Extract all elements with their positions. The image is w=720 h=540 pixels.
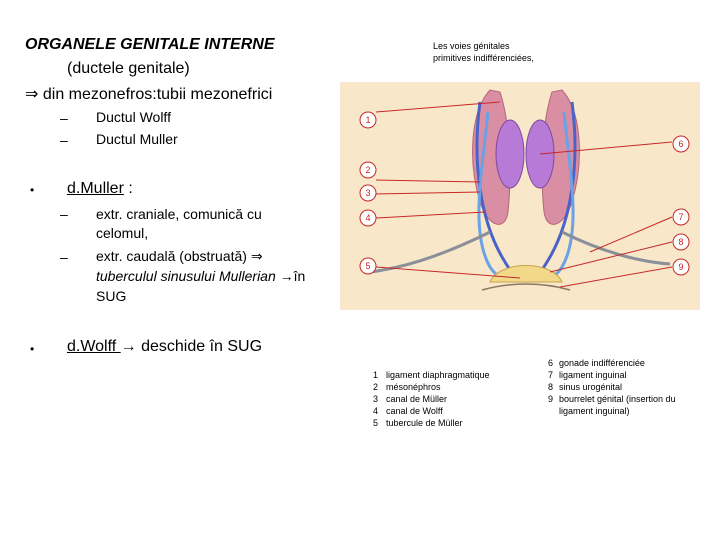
legend-num-4: 4 — [372, 406, 378, 416]
legend-text-9-cont: ligament inguinal) — [559, 406, 630, 416]
bullet-muller: • — [30, 183, 35, 197]
figure-caption-line1: Les voies génitales — [433, 41, 510, 51]
muller-item-2-line3: SUG — [96, 288, 127, 304]
origin-arrow: ⇒ — [25, 86, 39, 103]
genital-ducts-diagram — [340, 82, 700, 310]
legend-row-4 — [368, 405, 490, 417]
legend-text-3: canal de Müller — [386, 394, 448, 404]
wolff-heading-term: d.Wolff — [67, 338, 121, 355]
callout-number-9: 9 — [678, 262, 684, 272]
muller-heading-term: d.Muller — [67, 180, 124, 197]
legend-num-5: 5 — [372, 418, 378, 428]
legend-num-spacer — [543, 405, 553, 417]
callout-number-5: 5 — [365, 261, 371, 271]
origin-line — [25, 84, 272, 104]
dash-item-wolff: Ductul Wolff — [96, 109, 171, 125]
callout-number-2: 2 — [365, 165, 371, 175]
slide-title: ORGANELE GENITALE INTERNE — [25, 36, 275, 53]
muller-heading — [67, 180, 133, 198]
callout-number-4: 4 — [365, 213, 371, 223]
muller-item-1-line1: extr. craniale, comunică cu — [96, 206, 262, 222]
dash-1: – — [60, 110, 68, 126]
legend-left — [368, 369, 490, 429]
legend-text-4: canal de Wolff — [386, 406, 443, 416]
legend-row-9-cont — [543, 405, 676, 417]
slide-subtitle: (ductele genitale) — [67, 60, 190, 77]
wolff-rest: deschide în SUG — [136, 338, 263, 355]
muller-tubercle-text: tuberculul sinusului Mullerian — [96, 268, 276, 284]
legend-row-8 — [543, 381, 676, 393]
left-gonad — [496, 120, 524, 188]
callout-number-8: 8 — [678, 237, 684, 247]
legend-text-6: gonade indifférenciée — [559, 358, 645, 368]
wolff-line — [67, 338, 262, 356]
muller-item-2-line2 — [96, 268, 305, 284]
legend-row-5 — [368, 417, 490, 429]
muller-item-2-arrow: → — [279, 268, 294, 284]
legend-row-2 — [368, 381, 490, 393]
origin-text: din mezonefros:tubii mezonefrici — [42, 86, 273, 103]
legend-num-6: 6 — [547, 358, 553, 368]
callout-number-1: 1 — [365, 115, 371, 125]
muller-item-2-rest: în — [293, 268, 306, 284]
callout-number-3: 3 — [365, 188, 371, 198]
legend-row-6 — [543, 357, 676, 369]
wolff-arrow: → — [120, 338, 137, 355]
legend-row-7 — [543, 369, 676, 381]
muller-dash-2: – — [60, 249, 68, 265]
muller-item-2-line1: extr. caudală (obstruată) ⇒ — [96, 248, 263, 264]
muller-heading-suffix: : — [123, 180, 133, 197]
legend-text-5: tubercule de Müller — [386, 418, 463, 428]
muller-dash-1: – — [60, 206, 68, 222]
legend-num-7: 7 — [547, 370, 553, 380]
legend-text-2: mésonéphros — [386, 382, 441, 392]
legend-text-7: ligament inguinal — [559, 370, 627, 380]
legend-text-8: sinus urogénital — [559, 382, 623, 392]
legend-num-9: 9 — [547, 394, 553, 404]
dash-item-muller: Ductul Muller — [96, 131, 178, 147]
legend-row-1 — [368, 369, 490, 381]
legend-row-9 — [543, 393, 676, 405]
legend-row-3 — [368, 393, 490, 405]
legend-num-3: 3 — [372, 394, 378, 404]
legend-text-1: ligament diaphragmatique — [386, 370, 490, 380]
legend-right — [543, 357, 676, 417]
legend-num-1: 1 — [372, 370, 378, 380]
figure-caption-line2: primitives indifférenciées, — [433, 53, 534, 63]
bullet-wolff: • — [30, 342, 35, 356]
dash-2: – — [60, 132, 68, 148]
muller-item-1-line2: celomul, — [96, 225, 149, 241]
legend-num-2: 2 — [372, 382, 378, 392]
legend-num-8: 8 — [547, 382, 553, 392]
callout-number-7: 7 — [678, 212, 684, 222]
callout-number-6: 6 — [678, 139, 684, 149]
legend-text-9: bourrelet génital (insertion du — [559, 394, 676, 404]
